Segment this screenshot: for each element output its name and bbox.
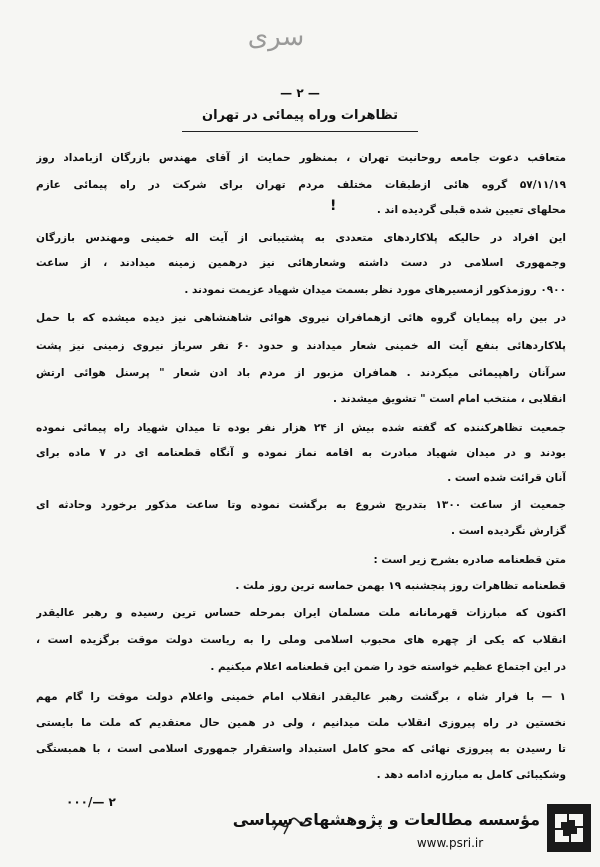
body-line: محلهای تعیین شده قبلی گردیده اند . [376, 204, 566, 216]
org-url: www.psri.ir [416, 836, 484, 850]
body-line: متعاقب دعوت جامعه روحانیت تهران ، بمنظور حمایت از آقای مهندس بازرگان ازبامداد روز [36, 152, 566, 164]
body-line: اکنون که مبارزات قهرمانانه ملت مسلمان ایران بمرحله حساس ترین رسیده و رهبر عالیقدر [36, 607, 566, 619]
body-line: متن قطعنامه صادره بشرح زیر است : [373, 554, 566, 566]
body-line: جمعیت از ساعت ۱۳۰۰ بتدریج شروع به برگشت نموده وتا ساعت مذکور برخورد وحادثه ای [36, 499, 566, 511]
body-line: قطعنامه تظاهرات روز پنجشنبه ۱۹ بهمن حماسه ترین روز ملت . [235, 580, 566, 592]
footer-number: ۰۰۰/— ۲ [66, 795, 116, 809]
body-line: در بین راه پیمایان گروه هائی ازهمافران نیروی هوائی شاهنشاهی نیز دیده میشده که با حمل [36, 312, 566, 324]
org-name: مؤسسه مطالعات و پژوهشهای سیاسی [232, 810, 540, 829]
document-title: تظاهرات وراه پیمائی در تهران [202, 108, 398, 123]
body-line: ۰۹۰۰ روزمذکور ازمسیرهای مورد نظر بسمت میدان شهیاد عزیمت نمودند . [184, 284, 566, 296]
body-line: آنان قرائت شده است . [447, 472, 566, 484]
body-line: وشکیبائی کامل به مبارزه ادامه دهد . [376, 769, 566, 781]
body-line: جمعیت تظاهرکننده که گفته شده بیش از ۲۴ هزار نفر بوده تا میدان شهیاد راه پیمائی نموده [36, 422, 566, 434]
body-line: انقلاب که یکی از چهره های محبوب اسلامی وملی را به ریاست دولت موقت برگزیده است ، [36, 634, 566, 646]
body-line: ۱ — با فرار شاه ، برگشت رهبر عالیقدر انقلاب امام خمینی واعلام دولت موقت را گام مهم [36, 691, 566, 703]
body-line: گزارش نگردیده است . [451, 525, 566, 537]
page-number: — ۲ — [280, 86, 320, 100]
check-mark: ! [330, 198, 337, 214]
body-line: در این اجتماع عظیم خواسته خود را ضمن این قطعنامه اعلام میکنیم . [210, 661, 566, 673]
body-line: انقلابی ، منتخب امام است " تشویق میشدند . [332, 393, 566, 405]
classification-stamp: سری [247, 22, 305, 52]
body-line: بودند و در میدان شهیاد مبادرت به اقامه نماز نموده و آنگاه قطعنامه ای در ۷ ماده برای [36, 447, 566, 459]
body-line: تا رسیدن به پیروزی نهائی که محو کامل استبداد واستقرار جمهوری اسلامی است ، با همبستگی [36, 743, 566, 755]
title-underline [182, 131, 418, 132]
body-line: ۵۷/۱۱/۱۹ گروه هائی ازطبقات مختلف مردم تهران برای شرکت در راه پیمائی عازم [36, 179, 566, 191]
body-line: سرآنان راهپیمائی میکردند . همافران مزبور از مردم باد ادن شعار " پرسنل هوائی ارتش [36, 367, 566, 379]
body-line: وجمهوری اسلامی در دست داشته وشعارهائی نیز درهمین زمینه میدادند ، از ساعت [36, 257, 566, 269]
body-line: این افراد در حالیکه پلاکاردهای متعددی به پشتیبانی از آیت اله خمینی ومهندس بازرگان [36, 232, 566, 244]
body-line: نخستین در راه پیروزی انقلاب ملت میدانیم ، ولی در همین حال معتقدیم که ملت ما بایستی [36, 717, 566, 729]
psri-logo-icon [547, 804, 591, 852]
body-line: پلاکاردهائی بنفع آیت اله خمینی شعار میدادند و حدود ۶۰ نفر سرباز نیروی زمینی نیز پشت [36, 340, 566, 352]
